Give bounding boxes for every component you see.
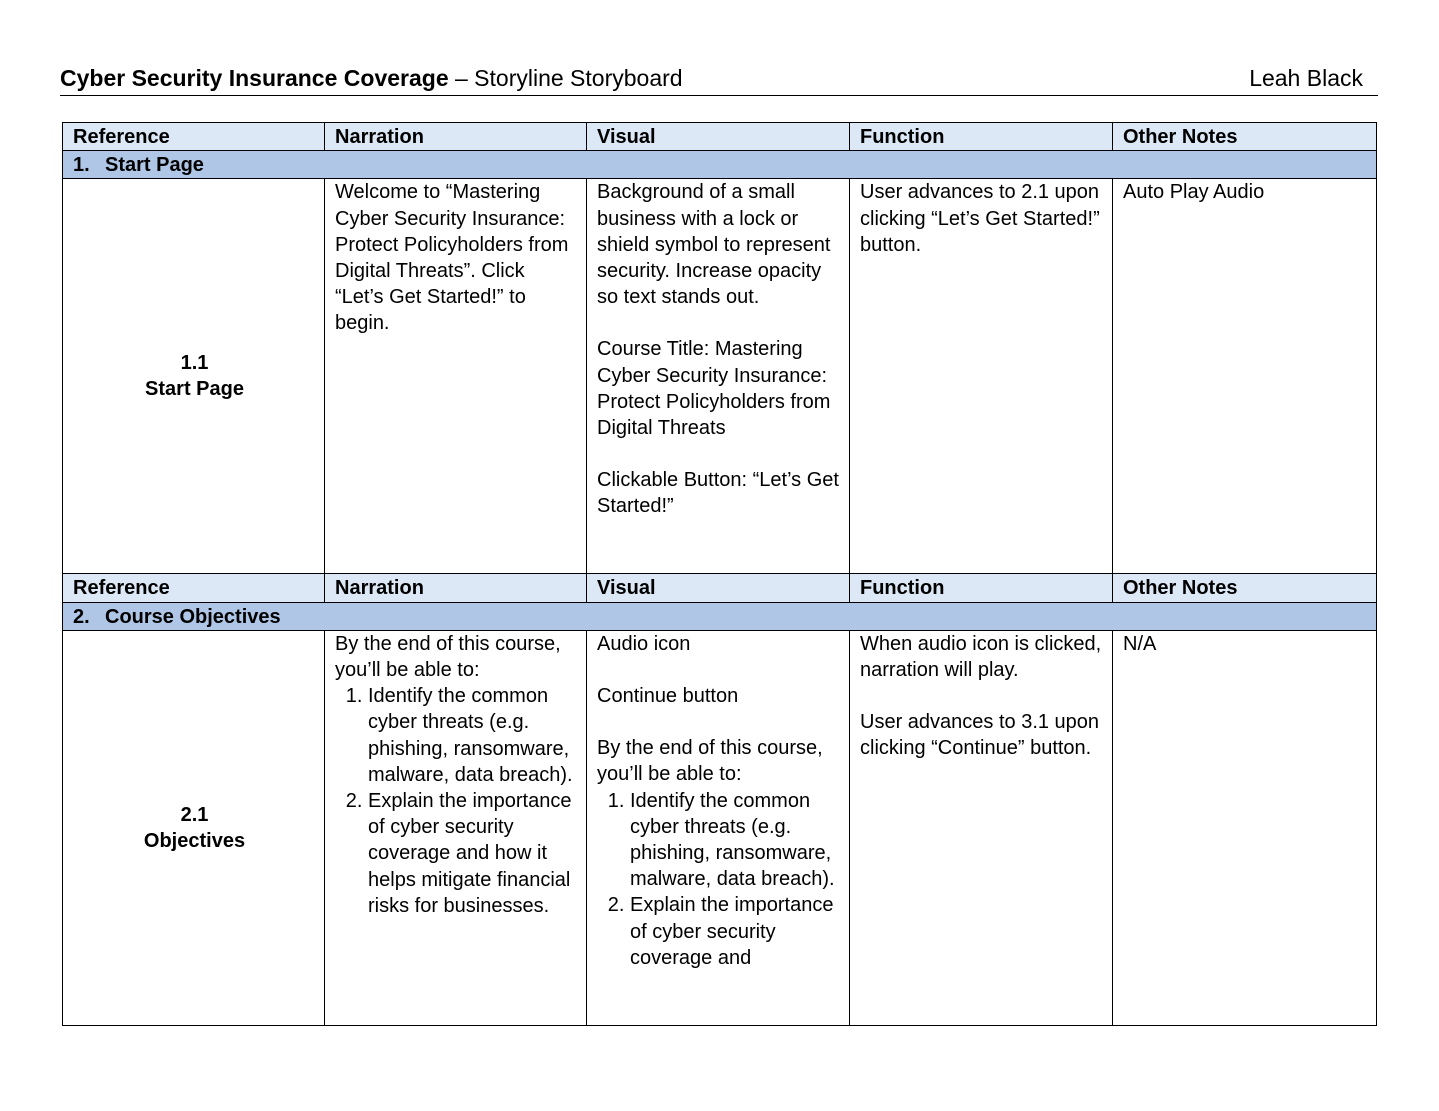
reference-cell <box>63 179 325 574</box>
notes-text: Auto Play Audio <box>1123 181 1265 204</box>
section-heading <box>63 602 1377 630</box>
section-row-course-objectives <box>63 602 1377 630</box>
narration-cell <box>325 179 587 574</box>
visual-intro: By the end of this course, you’ll be able to: <box>597 737 823 786</box>
section-heading <box>63 151 1377 179</box>
narration-intro: By the end of this course, you’ll be able to: <box>335 632 561 682</box>
narration-objectives-list <box>335 683 578 919</box>
notes-text: N/A <box>1123 632 1157 655</box>
visual-cell <box>587 630 850 1025</box>
narration-cell <box>325 630 587 1025</box>
notes-cell <box>1113 630 1377 1025</box>
table-row <box>63 630 1377 1025</box>
author-name: Leah Black <box>1249 65 1363 91</box>
visual-text: Clickable Button: “Let’s Get Started!” <box>597 469 839 518</box>
function-cell <box>850 630 1113 1025</box>
narration-text: Welcome to “Mastering Cyber Security Insurance: Protect Policyholders from Digital Threats”. Click “Let’s Get Started!” to begin. <box>335 181 569 335</box>
section-row-start-page <box>63 151 1377 179</box>
function-text: When audio icon is clicked, narration will play. <box>860 632 1102 682</box>
reference-number: 1.1 <box>180 352 209 375</box>
reference-title: Objectives <box>143 829 246 852</box>
column-header-row <box>63 574 1377 602</box>
list-item: 1. Identify the common cyber threats (e.g. phishing, ransomware, malware, data breach). <box>368 683 578 788</box>
visual-text: Audio icon <box>597 632 691 655</box>
visual-text: Course Title: Mastering Cyber Security Insurance: Protect Policyholders from Digital Threats <box>597 338 831 440</box>
column-header-function: Function <box>850 574 1113 602</box>
visual-text: Continue button <box>597 685 739 708</box>
column-header-function: Function <box>850 123 1113 151</box>
document-subtitle: – Storyline Storyboard <box>448 65 683 91</box>
column-header-narration: Narration <box>325 574 587 602</box>
visual-text: Background of a small business with a lock or shield symbol to represent security. Increase opacity so text stands out. <box>597 181 831 309</box>
visual-objectives-list <box>597 788 841 971</box>
column-header-other-notes: Other Notes <box>1113 574 1377 602</box>
list-item: 2. Explain the importance of cyber security coverage and how it helps mitigate financial risks for businesses. <box>368 788 578 919</box>
document-title: Cyber Security Insurance Coverage <box>60 65 449 91</box>
column-header-reference: Reference <box>63 123 325 151</box>
function-text: User advances to 3.1 upon clicking “Continue” button. <box>860 711 1100 760</box>
function-text: User advances to 2.1 upon clicking “Let’s Get Started!” button. <box>860 181 1100 256</box>
column-header-visual: Visual <box>587 123 850 151</box>
function-cell <box>850 179 1113 574</box>
notes-cell <box>1113 179 1377 574</box>
reference-cell <box>63 630 325 1025</box>
list-item: 1. Identify the common cyber threats (e.g. phishing, ransomware, malware, data breach). <box>630 788 841 893</box>
list-item: 2. Explain the importance of cyber security coverage and <box>630 892 841 971</box>
column-header-row <box>63 123 1377 151</box>
section-number: 2. <box>73 605 90 628</box>
column-header-other-notes: Other Notes <box>1113 123 1377 151</box>
reference-title: Start Page <box>145 378 244 401</box>
column-header-visual: Visual <box>587 574 850 602</box>
section-title: Start Page <box>105 154 204 177</box>
column-header-narration: Narration <box>325 123 587 151</box>
section-title: Course Objectives <box>105 605 281 628</box>
visual-cell <box>587 179 850 574</box>
column-header-reference: Reference <box>63 574 325 602</box>
page-header <box>60 62 1378 96</box>
table-row <box>63 179 1377 574</box>
section-number: 1. <box>73 154 90 177</box>
reference-number: 2.1 <box>180 803 209 826</box>
storyboard-table <box>62 122 1377 1026</box>
